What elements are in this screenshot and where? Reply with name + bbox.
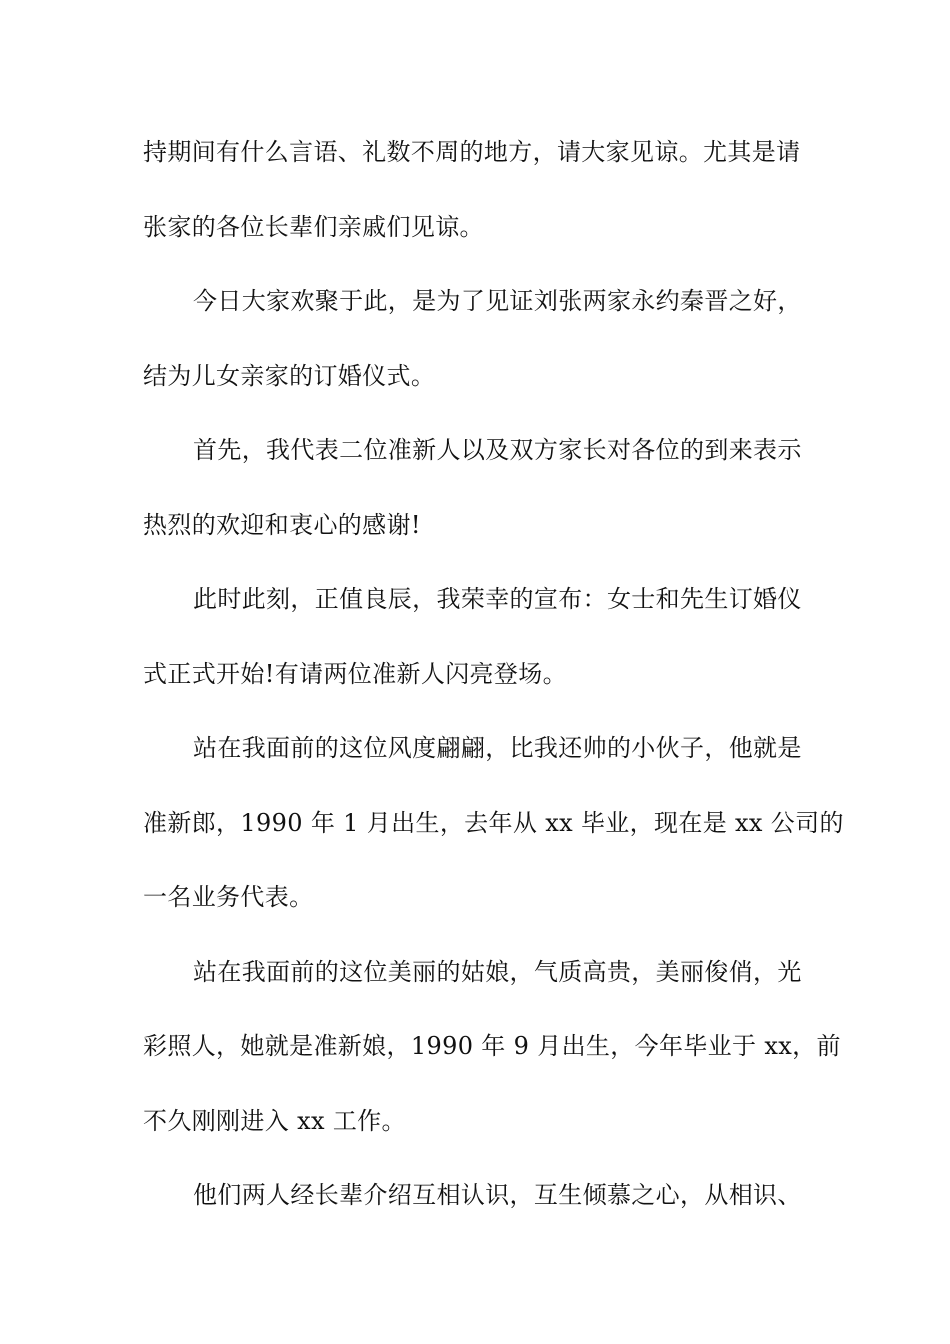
text-line: 准新郎，1990 年 1 月出生，去年从 xx 毕业，现在是 xx 公司的 xyxy=(143,808,844,837)
text-line: 结为儿女亲家的订婚仪式。 xyxy=(143,361,436,390)
text-line: 热烈的欢迎和衷心的感谢! xyxy=(143,510,421,539)
text-line: 张家的各位长辈们亲戚们见谅。 xyxy=(143,212,484,241)
paragraph-start-line: 首先，我代表二位准新人以及双方家长对各位的到来表示 xyxy=(193,436,802,464)
text-line: 彩照人，她就是准新娘，1990 年 9 月出生，今年毕业于 xx，前 xyxy=(143,1032,841,1060)
paragraph-start-line: 站在我面前的这位美丽的姑娘，气质高贵，美丽俊俏，光 xyxy=(193,957,802,986)
text-line: 持期间有什么言语、礼数不周的地方，请大家见谅。尤其是请 xyxy=(143,138,801,166)
document-body xyxy=(143,127,844,1245)
text-line: 式正式开始!有请两位准新人闪亮登场。 xyxy=(143,659,567,688)
paragraph-start-line: 站在我面前的这位风度翩翩，比我还帅的小伙子，他就是 xyxy=(193,734,802,762)
paragraph-start-line: 此时此刻，正值良辰，我荣幸的宣布：女士和先生订婚仪 xyxy=(193,585,802,613)
text-line: 不久刚刚进入 xx 工作。 xyxy=(143,1106,406,1135)
text-line: 一名业务代表。 xyxy=(143,883,314,911)
paragraph-start-line: 他们两人经长辈介绍互相认识，互生倾慕之心，从相识、 xyxy=(193,1181,802,1209)
paragraph-start-line: 今日大家欢聚于此，是为了见证刘张两家永约秦晋之好， xyxy=(193,287,802,315)
